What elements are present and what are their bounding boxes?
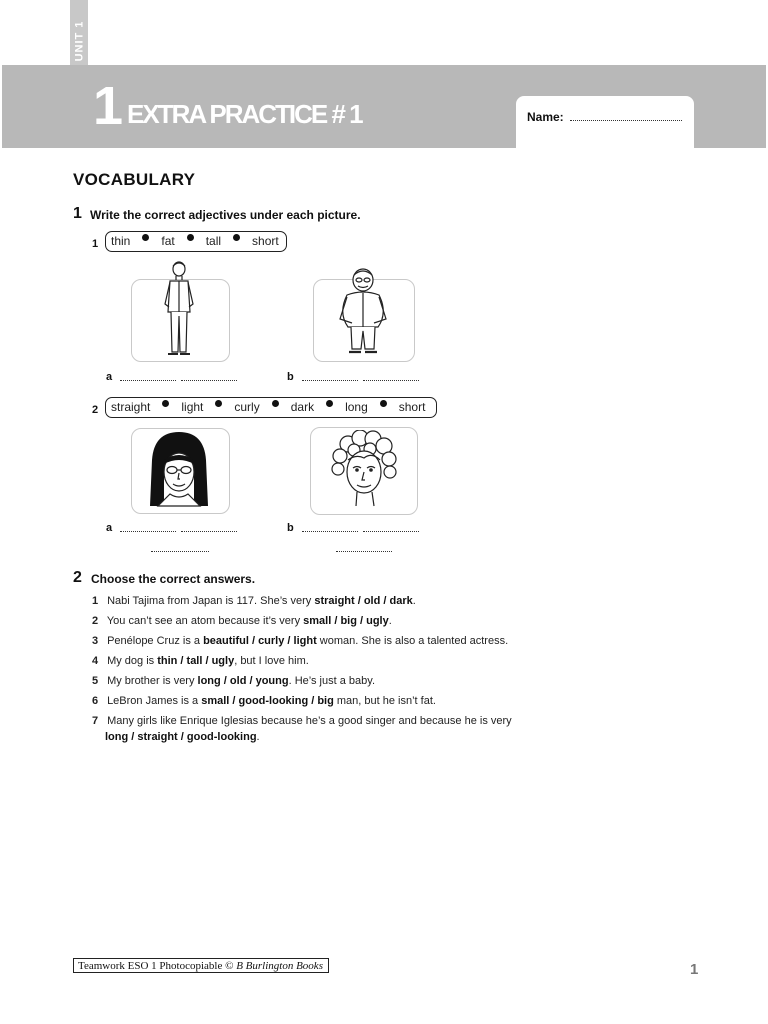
question-1 (92, 594, 416, 608)
question-text: . He’s just a baby. (288, 675, 375, 687)
question-7-continued (105, 730, 260, 744)
question-number: 1 (92, 595, 99, 607)
answer-blank[interactable] (181, 379, 237, 381)
question-2 (92, 614, 392, 628)
section-title: VOCABULARY (73, 170, 196, 189)
bullet-icon (162, 400, 169, 407)
name-box (516, 96, 694, 152)
exercise-2-number: 2 (73, 569, 82, 586)
answer-letter: b (287, 522, 294, 534)
answer-letter: a (106, 371, 113, 383)
bullet-icon (187, 234, 194, 241)
answer-letter: b (287, 371, 294, 383)
word: dark (290, 400, 315, 414)
word: curly (234, 400, 260, 414)
answer-blank[interactable] (363, 379, 419, 381)
name-label: Name: (527, 110, 564, 124)
answer-options[interactable]: small / good-looking / big (201, 695, 334, 707)
word: tall (205, 234, 222, 248)
question-number: 3 (92, 635, 99, 647)
woman-long-straight-dark-hair-illustration (146, 430, 212, 510)
answer-letter: a (106, 522, 113, 534)
answer-blank[interactable] (151, 550, 209, 552)
exercise-1-number: 1 (73, 205, 82, 222)
answer-options[interactable]: small / big / ugly (303, 615, 389, 627)
word: long (345, 400, 368, 414)
question-6 (92, 694, 436, 708)
question-text: woman. She is also a talented actress. (316, 635, 509, 647)
answer-options[interactable]: straight / old / dark (314, 595, 413, 607)
question-number: 2 (92, 615, 99, 627)
footer-publisher: B Burlington Books (236, 960, 323, 972)
unit-number: 1 (93, 76, 122, 136)
page-number: 1 (690, 961, 699, 978)
question-5 (92, 674, 375, 688)
group-2-number: 2 (92, 404, 99, 416)
footer-copyright (73, 958, 329, 973)
exercise-2-instruction: Choose the correct answers. (91, 572, 256, 586)
answer-options[interactable]: beautiful / curly / light (203, 635, 317, 647)
word-box-2-text (111, 400, 431, 414)
bullet-icon (233, 234, 240, 241)
question-number: 7 (92, 715, 99, 727)
short-fat-man-illustration (332, 265, 394, 357)
answer-options[interactable]: thin / tall / ugly (157, 655, 235, 667)
question-text: . (412, 595, 416, 607)
question-text: My brother is very (107, 675, 198, 687)
name-field[interactable] (570, 120, 682, 121)
unit-tab-text: UNIT 1 (73, 20, 85, 62)
answer-blank[interactable] (181, 530, 237, 532)
word: light (181, 400, 204, 414)
answer-options[interactable]: long / old / young (197, 675, 289, 687)
bullet-icon (326, 400, 333, 407)
answer-blank[interactable] (363, 530, 419, 532)
word-box-1-text (111, 234, 281, 248)
question-text: , but I love him. (234, 655, 309, 667)
bullet-icon (215, 400, 222, 407)
word: thin (111, 234, 131, 248)
question-3 (92, 634, 508, 648)
woman-short-curly-hair-illustration (326, 430, 406, 510)
question-text: My dog is (107, 655, 158, 667)
bullet-icon (380, 400, 387, 407)
question-text: . (256, 731, 260, 743)
question-7 (92, 714, 542, 728)
question-number: 6 (92, 695, 99, 707)
question-number: 4 (92, 655, 99, 667)
word: straight (111, 400, 151, 414)
question-text: Penélope Cruz is a (107, 635, 204, 647)
bullet-icon (142, 234, 149, 241)
question-text: Many girls like Enrique Iglesias because he’s a good singer and because he is very (107, 715, 512, 727)
tall-thin-man-illustration (150, 260, 210, 360)
bullet-icon (272, 400, 279, 407)
question-number: 5 (92, 675, 99, 687)
answer-blank[interactable] (120, 379, 176, 381)
page-title: EXTRA PRACTICE # 1 (127, 99, 362, 129)
footer-series: Teamwork ESO 1 Photocopiable © (78, 960, 234, 972)
question-4 (92, 654, 309, 668)
question-text: Nabi Tajima from Japan is 117. She’s very (107, 595, 315, 607)
question-text: LeBron James is a (107, 695, 202, 707)
question-text: man, but he isn’t fat. (333, 695, 436, 707)
question-text: . (388, 615, 392, 627)
word: short (252, 234, 279, 248)
answer-blank[interactable] (336, 550, 392, 552)
group-1-number: 1 (92, 238, 99, 250)
answer-blank[interactable] (302, 530, 358, 532)
answer-blank[interactable] (120, 530, 176, 532)
answer-options[interactable]: long / straight / good-looking (105, 731, 257, 743)
answer-blank[interactable] (302, 379, 358, 381)
question-text: You can’t see an atom because it’s very (106, 615, 304, 627)
word: short (398, 400, 426, 414)
exercise-1-instruction: Write the correct adjectives under each picture. (90, 208, 361, 222)
word: fat (161, 234, 175, 248)
